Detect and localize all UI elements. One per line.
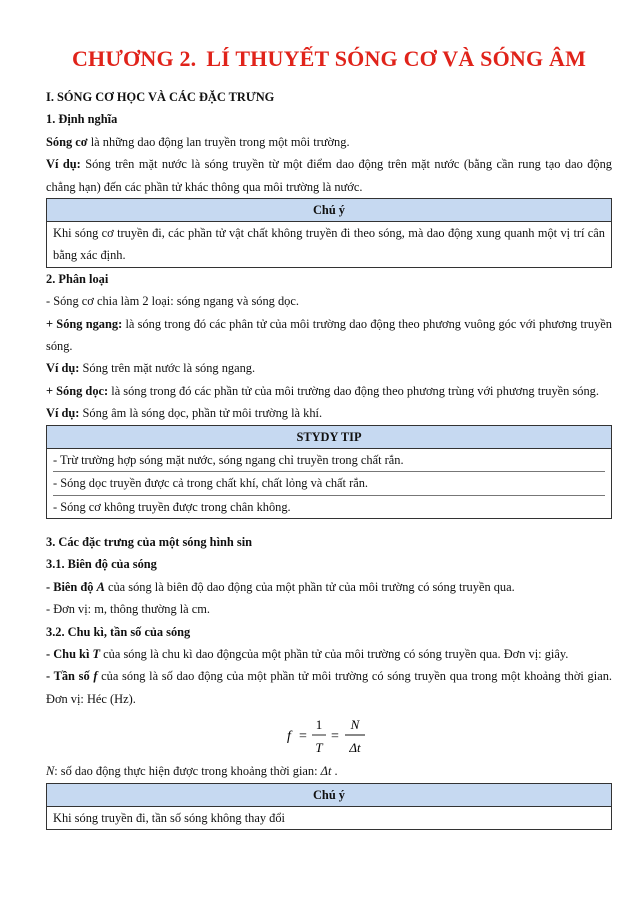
note-box xyxy=(46,198,612,268)
frequency-formula xyxy=(46,712,612,758)
frequency-label: - Tần số xyxy=(46,669,94,684)
chapter-number: CHƯƠNG 2. xyxy=(71,46,197,71)
formula-eq: = xyxy=(299,729,307,745)
formula-num2: N xyxy=(350,717,360,733)
definition-paragraph xyxy=(46,131,612,153)
period-paragraph xyxy=(46,643,612,665)
study-tip-header: STYDY TIP xyxy=(47,426,611,449)
study-tip-row: - Sóng dọc truyền được cả trong chất khí, chất lỏng và chất rắn. xyxy=(53,472,605,495)
longitudinal-example xyxy=(46,402,612,424)
amplitude-paragraph xyxy=(46,576,612,598)
section-heading: I. SÓNG CƠ HỌC VÀ CÁC ĐẶC TRƯNG xyxy=(46,90,275,104)
transverse-example-label: Ví dụ: xyxy=(46,361,80,376)
example-paragraph xyxy=(46,153,612,198)
longitudinal-paragraph xyxy=(46,380,612,402)
amplitude-unit: - Đơn vị: m, thông thường là cm. xyxy=(46,602,211,617)
frequency-text: của sóng là số dao động của một phần tử môi trường có sóng truyền qua trong một khoảng thời gian. Đơn vị: Héc (Hz). xyxy=(46,669,612,706)
transverse-paragraph xyxy=(46,313,612,358)
period-frequency-heading: 3.2. Chu kì, tần số của sóng xyxy=(46,624,191,639)
study-tip-row: - Trừ trường hợp sóng mặt nước, sóng ngang chỉ truyền trong chất rắn. xyxy=(53,449,605,472)
study-tip-box xyxy=(46,425,612,519)
definition-term: Sóng cơ xyxy=(46,134,88,149)
amplitude-heading: 3.1. Biên độ của sóng xyxy=(46,557,157,572)
example-label: Ví dụ: xyxy=(46,157,81,172)
period-text: của sóng là chu kì dao độngcủa một phần tử của môi trường có sóng truyền qua. Đơn vị: giây. xyxy=(100,646,569,661)
example-text: Sóng trên mặt nước là sóng truyền từ một điểm dao động trên mặt nước (bằng cần rung tạo dao động chẳng hạn) đến các phần tử khác thông qua môi trường là nước. xyxy=(46,157,612,194)
amplitude-label: - Biên độ xyxy=(46,579,97,594)
longitudinal-example-label: Ví dụ: xyxy=(46,406,80,421)
chapter-title xyxy=(46,46,612,72)
definition-heading: 1. Định nghĩa xyxy=(46,112,118,127)
frequency-paragraph xyxy=(46,665,612,710)
n-text: : số dao động thực hiện được trong khoảng thời gian: xyxy=(54,764,321,779)
document-page xyxy=(46,46,612,830)
longitudinal-text: là sóng trong đó các phần tử của môi trường dao động theo phương trùng với phương truyền sóng. xyxy=(108,383,599,398)
note-text: Khi sóng cơ truyền đi, các phần tử vật chất không truyền đi theo sóng, mà dao động xung quanh một vị trí cân bằng xác định. xyxy=(53,226,605,263)
n-dt: Δt xyxy=(320,764,332,779)
transverse-example xyxy=(46,357,612,379)
note-header-2: Chú ý xyxy=(47,784,611,807)
definition-text: là những dao động lan truyền trong một môi trường. xyxy=(87,134,350,149)
longitudinal-label: + Sóng dọc: xyxy=(46,383,109,398)
note-header: Chú ý xyxy=(47,199,611,222)
classification-heading: 2. Phân loại xyxy=(46,271,109,286)
period-symbol: T xyxy=(92,646,101,661)
frequency-symbol: f xyxy=(93,669,98,684)
chapter-name: LÍ THUYẾT SÓNG CƠ VÀ SÓNG ÂM xyxy=(206,46,587,71)
formula-num1: 1 xyxy=(315,717,323,733)
formula-eq2: = xyxy=(331,729,339,745)
formula-den1: T xyxy=(315,740,323,756)
formula-den2: Δt xyxy=(349,740,361,756)
characteristics-heading: 3. Các đặc trưng của một sóng hình sin xyxy=(46,534,253,549)
amplitude-text: của sóng là biên độ dao động của một phần tử của môi trường có sóng truyền qua. xyxy=(104,579,515,594)
period-label: - Chu kì xyxy=(46,646,93,661)
longitudinal-example-text: Sóng âm là sóng dọc, phần tử môi trường là khí. xyxy=(79,406,323,421)
amplitude-symbol: A xyxy=(96,579,105,594)
transverse-example-text: Sóng trên mặt nước là sóng ngang. xyxy=(79,361,256,376)
note-box-2 xyxy=(46,783,612,830)
formula-svg xyxy=(269,712,389,758)
formula-lhs: f xyxy=(287,729,291,745)
classification-intro: - Sóng cơ chia làm 2 loại: sóng ngang và sóng dọc. xyxy=(46,294,299,309)
transverse-text: là sóng trong đó các phân tử của môi trường dao động theo phương vuông góc với phương truyền sóng. xyxy=(46,316,612,354)
note-text-2: Khi sóng truyền đi, tần số sóng không thay đổi xyxy=(53,810,285,825)
study-tip-row: - Sóng cơ không truyền được trong chân không. xyxy=(53,499,291,514)
n-symbol: N xyxy=(46,764,55,779)
n-definition: N: số dao động thực hiện được trong khoảng thời gian: Δt . xyxy=(46,764,338,779)
transverse-label: + Sóng ngang: xyxy=(46,316,123,331)
